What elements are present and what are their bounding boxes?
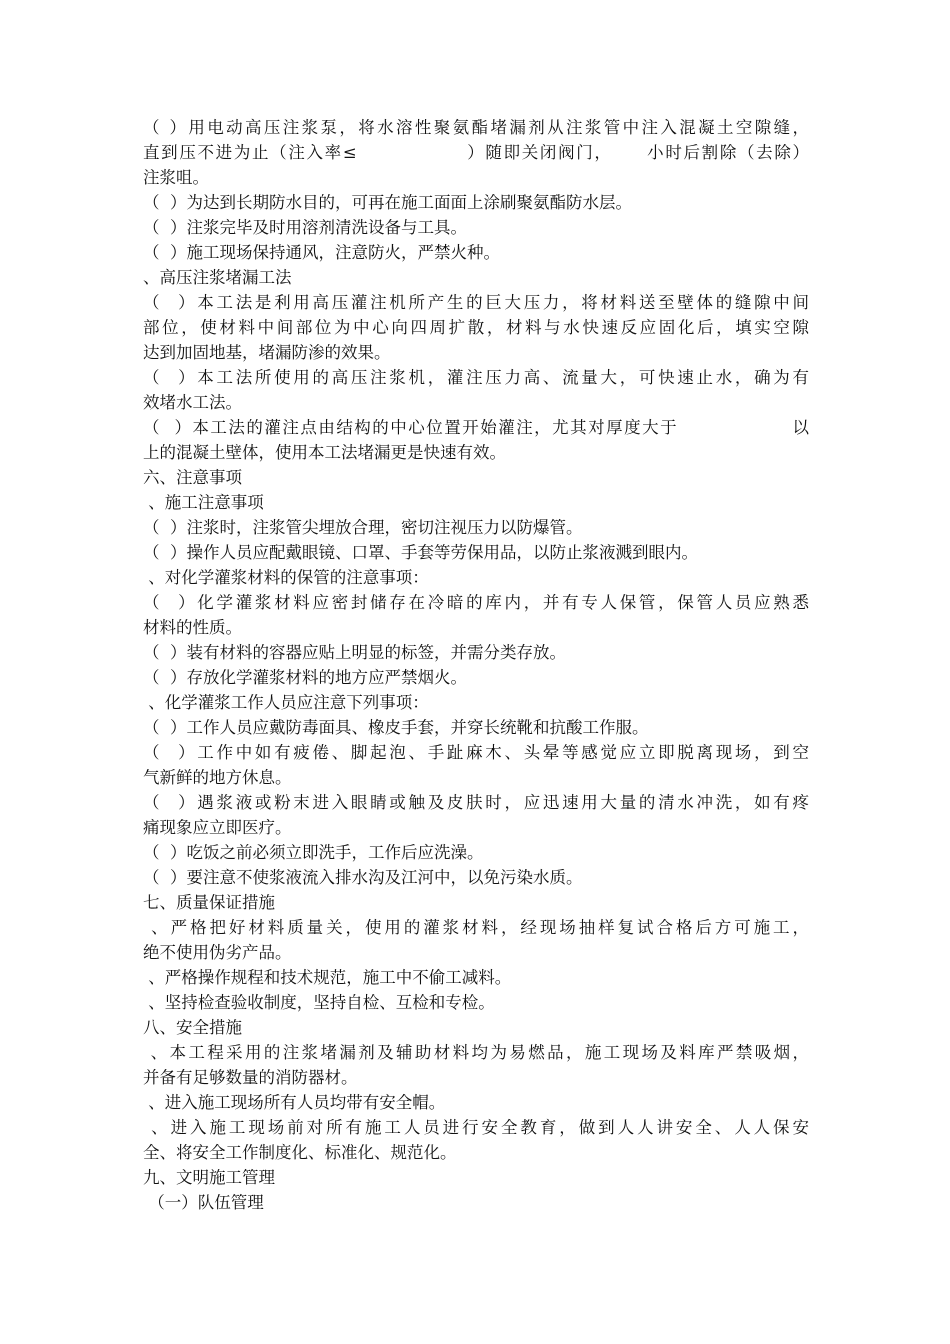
text-line: 效堵水工法。 [143,393,242,412]
text-line: 、本工程采用的注浆堵漏剂及辅助材料均为易燃品，施工现场及料库严禁吸烟， [143,1043,809,1062]
text-line: （ ）化学灌浆材料应密封储存在冷暗的库内，并有专人保管，保管人员应熟悉 [143,593,809,612]
text-line: 、坚持检查验收制度，坚持自检、互检和专检。 [143,993,495,1012]
text-line: 并备有足够数量的消防器材。 [143,1068,358,1087]
text-line: （ ）要注意不使浆液流入排水沟及江河中，以免污染水质。 [143,868,583,887]
text-line: （ ）本工法是利用高压灌注机所产生的巨大压力，将材料送至壁体的缝隙中间 [143,293,809,312]
text-line: 直到压不进为止（注入率≤ ）随即关闭阀门， 小时后割除（去除） [143,143,809,162]
text-line: （ ）本工法的灌注点由结构的中心位置开始灌注，尤其对厚度大于 以 [143,418,809,437]
text-line: （ ）用电动高压注浆泵，将水溶性聚氨酯堵漏剂从注浆管中注入混凝土空隙缝， [143,118,809,137]
section-heading: 、高压注浆堵漏工法 [143,268,292,287]
text-line: （ ）操作人员应配戴眼镜、口罩、手套等劳保用品，以防止浆液溅到眼内。 [143,543,698,562]
text-line: （ ）工作人员应戴防毒面具、橡皮手套，并穿长统靴和抗酸工作服。 [143,718,649,737]
section-heading: 七、质量保证措施 [143,893,275,912]
text-line: 上的混凝土壁体，使用本工法堵漏更是快速有效。 [143,443,506,462]
section-heading: 九、文明施工管理 [143,1168,275,1187]
text-line: 材料的性质。 [143,618,242,637]
text-line: （ ）工作中如有疲倦、脚起泡、手趾麻木、头晕等感觉应立即脱离现场，到空 [143,743,809,762]
text-line: （ ）吃饭之前必须立即洗手，工作后应洗澡。 [143,843,484,862]
text-line: （ ）为达到长期防水目的，可再在施工面面上涂刷聚氨酯防水层。 [143,193,632,212]
text-line: 达到加固地基，堵漏防渗的效果。 [143,343,391,362]
text-line: 部位，使材料中间部位为中心向四周扩散，材料与水快速反应固化后，填实空隙 [143,318,809,337]
text-line: （ ）注浆完毕及时用溶剂清洗设备与工具。 [143,218,467,237]
text-line: （ ）装有材料的容器应贴上明显的标签，并需分类存放。 [143,643,566,662]
text-line: 、严格把好材料质量关，使用的灌浆材料，经现场抽样复试合格后方可施工， [143,918,809,937]
text-line: 绝不使用伪劣产品。 [143,943,292,962]
text-line: 注浆咀。 [143,168,209,187]
text-line: 、进入施工现场前对所有施工人员进行安全教育，做到人人讲安全、人人保安 [143,1118,809,1137]
text-line: （ ）本工法所使用的高压注浆机，灌注压力高、流量大，可快速止水，确为有 [143,368,809,387]
text-line: （ ）存放化学灌浆材料的地方应严禁烟火。 [143,668,467,687]
text-line: 、严格操作规程和技术规范，施工中不偷工减料。 [143,968,512,987]
subsection-heading: 、化学灌浆工作人员应注意下列事项： [143,693,429,712]
text-line: 、进入施工现场所有人员均带有安全帽。 [143,1093,446,1112]
text-line: （ ）施工现场保持通风，注意防火，严禁火种。 [143,243,500,262]
text-line: 气新鲜的地方休息。 [143,768,292,787]
text-line: （ ）注浆时，注浆管尖埋放合理，密切注视压力以防爆管。 [143,518,583,537]
subsection-heading: （一）队伍管理 [143,1193,264,1212]
text-line: 痛现象应立即医疗。 [143,818,292,837]
section-heading: 八、安全措施 [143,1018,242,1037]
subsection-heading: 、施工注意事项 [143,493,264,512]
text-line: （ ）遇浆液或粉末进入眼睛或触及皮肤时，应迅速用大量的清水冲洗，如有疼 [143,793,809,812]
text-line: 全、将安全工作制度化、标准化、规范化。 [143,1143,457,1162]
subsection-heading: 、对化学灌浆材料的保管的注意事项： [143,568,429,587]
section-heading: 六、注意事项 [143,468,242,487]
